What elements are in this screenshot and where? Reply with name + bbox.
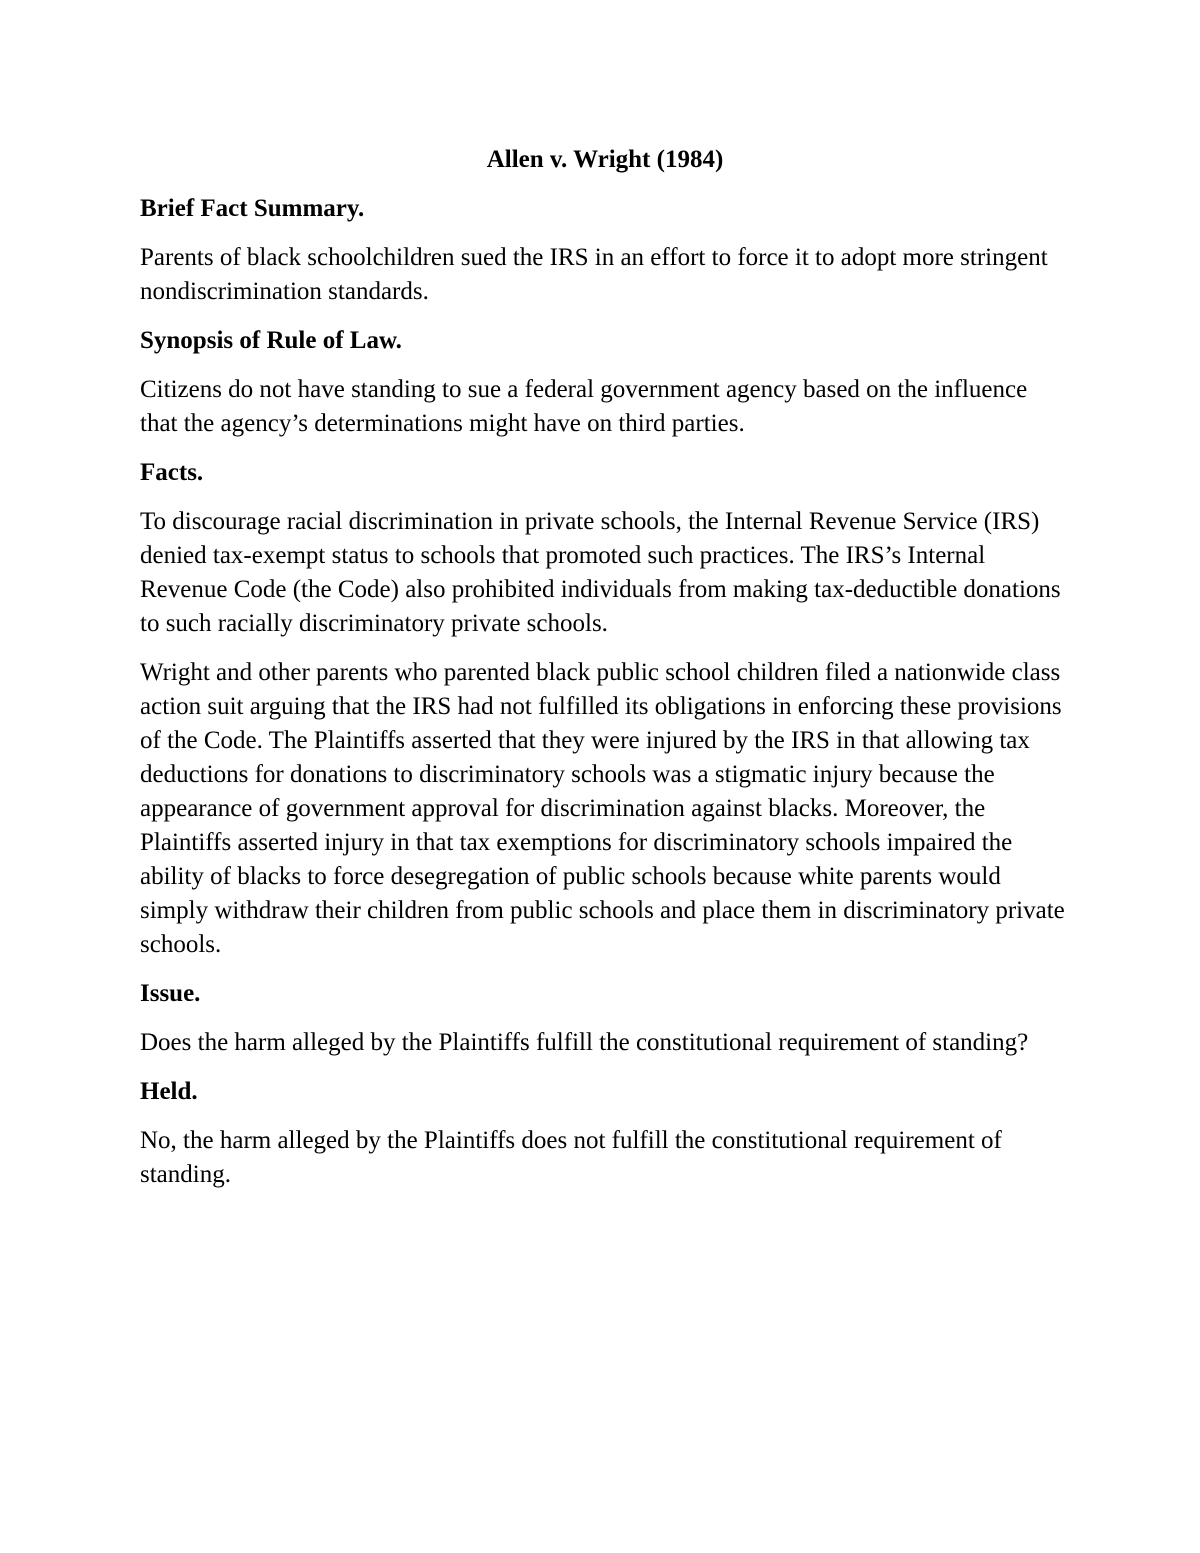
facts-heading: Facts.: [140, 459, 204, 486]
held-text: No, the harm alleged by the Plaintiffs does not fulfill the constitutional requirement of standing.: [140, 1127, 1002, 1188]
issue-text: Does the harm alleged by the Plaintiffs fulfill the constitutional requirement of standing?: [140, 1029, 1029, 1056]
issue-heading: Issue.: [140, 980, 201, 1007]
facts-paragraph: Wright and other parents who parented black public school children filed a nationwide class action suit arguing that the IRS had not fulfilled its obligations in enforcing these provisions of the Code. The Plaintiffs asserted that they were injured by the IRS in that allowing tax deductions for donations to discriminatory schools was a stigmatic injury because the appearance of government approval for discrimination against blacks. Moreover, the Plaintiffs asserted injury in that tax exemptions for discriminatory schools impaired the ability of blacks to force desegregation of public schools because white parents would simply withdraw their children from public schools and place them in discriminatory private schools.: [140, 659, 1065, 958]
synopsis-text: Citizens do not have standing to sue a federal government agency based on the influence that the agency’s determinations might have on third parties.: [140, 376, 1028, 437]
facts-paragraph: To discourage racial discrimination in private schools, the Internal Revenue Service (IRS) denied tax-exempt status to schools that promoted such practices. The IRS’s Internal Revenue Code (the Code) also prohibited individuals from making tax-deductible donations to such racially discriminatory private schools.: [140, 508, 1061, 637]
synopsis-heading: Synopsis of Rule of Law.: [140, 327, 402, 354]
brief-fact-summary-text: Parents of black schoolchildren sued the IRS in an effort to force it to adopt more stringent nondiscrimination standards.: [140, 244, 1048, 305]
held-heading: Held.: [140, 1078, 198, 1105]
document-body: [140, 143, 1070, 1207]
case-title: Allen v. Wright (1984): [486, 146, 724, 173]
brief-fact-summary-heading: Brief Fact Summary.: [140, 195, 365, 222]
